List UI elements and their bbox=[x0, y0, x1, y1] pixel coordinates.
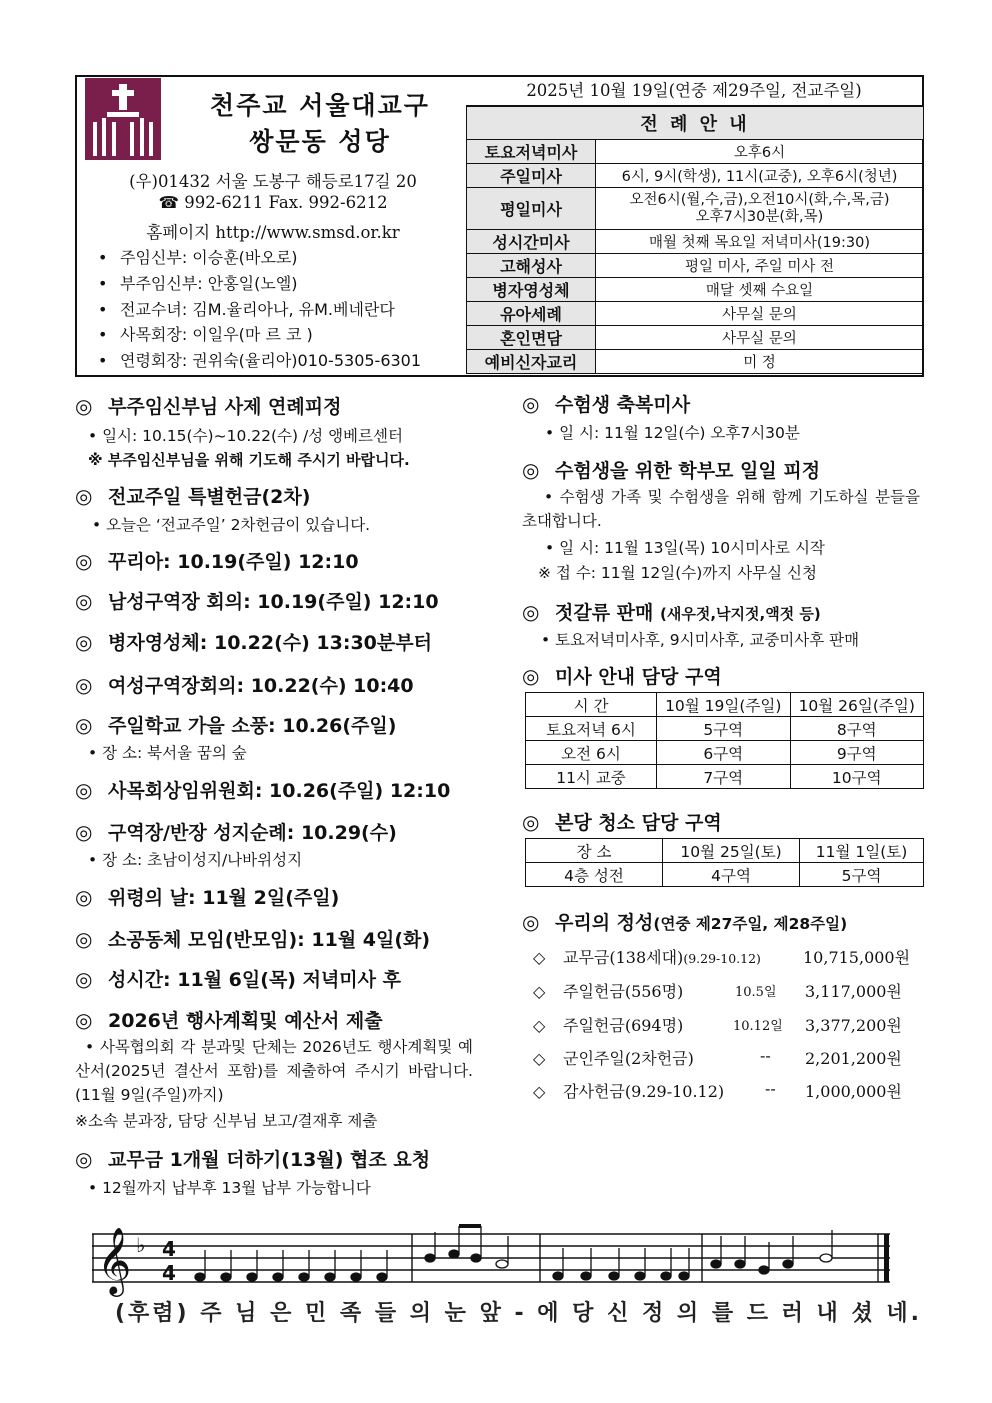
hymn-lyrics: (후렴) 주 님 은 민 족 들 의 눈 앞 - 에 당 신 정 의 를 드 러 내 셨 네. bbox=[115, 1301, 922, 1326]
13th-month-note: • 12월까지 납부후 13월 납부 가능합니다 bbox=[88, 1179, 371, 1197]
table-cell: 5구역 bbox=[800, 863, 924, 887]
section-plan-submission: ◎ 2026년 행사계획및 예산서 제출 bbox=[75, 1008, 383, 1032]
diamond-icon: ◇ bbox=[533, 948, 546, 967]
liturgy-value: 오후6시 bbox=[596, 140, 924, 164]
table-header: 시 간 bbox=[526, 693, 657, 717]
offering-amount: 2,201,200원 bbox=[805, 1049, 902, 1068]
section-mark-icon: ◎ bbox=[522, 664, 540, 688]
liturgy-label: 병자영성체 bbox=[467, 278, 596, 302]
section-standing-committee: ◎ 사목회상임위원회: 10.26(주일) 12:10 bbox=[75, 778, 451, 802]
section-mark-icon: ◎ bbox=[522, 910, 540, 934]
table-cell: 11시 교중 bbox=[526, 765, 657, 789]
staff-assistant: • 부주임신부: 안홍일(노엘) bbox=[98, 274, 298, 293]
table-header: 10월 26일(주일) bbox=[790, 693, 924, 717]
section-mark-icon: ◎ bbox=[522, 392, 540, 416]
liturgy-value: 사무실 문의 bbox=[596, 302, 924, 326]
section-13th-month: ◎ 교무금 1개월 더하기(13월) 협조 요청 bbox=[75, 1147, 431, 1171]
liturgy-label: 성시간미사 bbox=[467, 230, 596, 254]
staff-pastor: • 주임신부: 이승훈(바오로) bbox=[98, 248, 298, 267]
section-holy-hour: ◎ 성시간: 11월 6일(목) 저녁미사 후 bbox=[75, 967, 401, 991]
diamond-icon: ◇ bbox=[533, 1082, 546, 1101]
plan-submission-note: ※소속 분과장, 담당 신부님 보고/결재후 제출 bbox=[75, 1112, 378, 1130]
table-header: 장 소 bbox=[526, 839, 663, 863]
table-cell: 9구역 bbox=[790, 741, 924, 765]
section-mens-meeting: ◎ 남성구역장 회의: 10.19(주일) 12:10 bbox=[75, 589, 439, 613]
liturgy-label: 토요저녁미사 bbox=[467, 140, 596, 164]
liturgy-table bbox=[466, 106, 924, 374]
diamond-icon: ◇ bbox=[533, 1049, 546, 1068]
offering-note: -- bbox=[760, 1046, 771, 1065]
section-mark-icon: ◎ bbox=[522, 810, 540, 834]
section-all-souls: ◎ 위령의 날: 11월 2일(주일) bbox=[75, 885, 340, 909]
section-sick-communion: ◎ 병자영성체: 10.22(수) 13:30분부터 bbox=[75, 630, 432, 654]
section-mark-icon: ◎ bbox=[522, 600, 540, 624]
offering-note: 10.5일 bbox=[735, 985, 777, 1000]
exam-mass-date: • 일 시: 11월 12일(수) 오후7시30분 bbox=[545, 424, 800, 442]
section-mark-icon: ◎ bbox=[75, 630, 93, 654]
section-sunday-school-picnic: ◎ 주일학교 가을 소풍: 10.26(주일) bbox=[75, 713, 397, 737]
liturgy-label: 유아세례 bbox=[467, 302, 596, 326]
section-pilgrimage: ◎ 구역장/반장 성지순례: 10.29(수) bbox=[75, 820, 397, 844]
address: (우)01432 서울 도봉구 해등로17길 20 bbox=[129, 172, 417, 191]
liturgy-label: 예비신자교리 bbox=[467, 350, 596, 374]
liturgy-value: 사무실 문의 bbox=[596, 326, 924, 350]
svg-text:4: 4 bbox=[162, 1261, 176, 1285]
retreat-note: ※ 부주임신부님을 위해 기도해 주시기 바랍니다. bbox=[88, 451, 410, 469]
section-mark-icon: ◎ bbox=[75, 820, 93, 844]
pilgrimage-place: • 장 소: 초남이성지/나바위성지 bbox=[88, 851, 303, 869]
diocese-name: 천주교 서울대교구 bbox=[210, 91, 430, 120]
svg-text:𝄞: 𝄞 bbox=[97, 1226, 132, 1294]
staff-council-president: • 사목회장: 이일우(마 르 코 ) bbox=[98, 325, 313, 344]
section-mark-icon: ◎ bbox=[75, 589, 93, 613]
section-mark-icon: ◎ bbox=[75, 967, 93, 991]
section-mark-icon: ◎ bbox=[75, 549, 93, 573]
parent-retreat-registration: ※ 접 수: 11월 12일(수)까지 사무실 신청 bbox=[538, 564, 817, 582]
staff-funeral-president: • 연령회장: 권위숙(율리아)010-5305-6301 bbox=[98, 351, 422, 370]
svg-text:♭: ♭ bbox=[136, 1233, 146, 1257]
liturgy-label: 평일미사 bbox=[467, 188, 596, 230]
offering-note: 10.12일 bbox=[733, 1019, 783, 1034]
offering-amount: 1,000,000원 bbox=[805, 1082, 902, 1101]
table-header: 11월 1일(토) bbox=[800, 839, 924, 863]
table-cell: 10구역 bbox=[790, 765, 924, 789]
section-mark-icon: ◎ bbox=[75, 394, 93, 418]
liturgy-label: 주일미사 bbox=[467, 164, 596, 188]
table-cell: 6구역 bbox=[657, 741, 791, 765]
liturgy-value: 6시, 9시(학생), 11시(교중), 오후6시(청년) bbox=[596, 164, 924, 188]
parent-retreat-date: • 일 시: 11월 13일(목) 10시미사로 시작 bbox=[545, 539, 825, 557]
parent-retreat-text: • 수험생 가족 및 수험생을 위해 함께 기도하실 분들을 초대합니다. bbox=[522, 488, 920, 530]
table-header: 10월 19일(주일) bbox=[657, 693, 791, 717]
liturgy-value: 매월 첫째 목요일 저녁미사(19:30) bbox=[596, 230, 924, 254]
section-mark-icon: ◎ bbox=[75, 778, 93, 802]
parish-name: 쌍문동 성당 bbox=[249, 127, 391, 156]
table-cell: 4구역 bbox=[663, 863, 800, 887]
section-mark-icon: ◎ bbox=[75, 713, 93, 737]
section-offerings: ◎ 우리의 정성(연중 제27주일, 제28주일) bbox=[522, 910, 848, 934]
church-logo-icon bbox=[85, 78, 161, 160]
table-cell: 7구역 bbox=[657, 765, 791, 789]
offering-amount: 10,715,000원 bbox=[803, 948, 911, 967]
usher-zone-table bbox=[525, 692, 924, 789]
section-mark-icon: ◎ bbox=[75, 673, 93, 697]
section-womens-meeting: ◎ 여성구역장회의: 10.22(수) 10:40 bbox=[75, 673, 414, 697]
section-salted-seafood: ◎ 젓갈류 판매 (새우젓,낙지젓,액젓 등) bbox=[522, 600, 821, 624]
salted-seafood-note: • 토요저녁미사후, 9시미사후, 교중미사후 판매 bbox=[541, 631, 860, 649]
offering-row: ◇ 주일헌금(556명) bbox=[533, 982, 684, 1001]
offering-row: ◇ 군인주일(2차헌금) bbox=[533, 1049, 694, 1068]
liturgy-value: 미 정 bbox=[596, 350, 924, 374]
offering-row: ◇ 교무금(138세대)(9.29-10.12) bbox=[533, 948, 761, 967]
liturgy-label: 고해성사 bbox=[467, 254, 596, 278]
table-cell: 4층 성전 bbox=[526, 863, 663, 887]
section-curia: ◎ 꾸리아: 10.19(주일) 12:10 bbox=[75, 549, 359, 573]
section-mark-icon: ◎ bbox=[75, 885, 93, 909]
diamond-icon: ◇ bbox=[533, 982, 546, 1001]
section-exam-mass: ◎ 수험생 축복미사 bbox=[522, 392, 691, 416]
phone-fax: ☎ 992-6211 Fax. 992-6212 bbox=[158, 193, 388, 212]
liturgy-title: 전 례 안 내 bbox=[467, 107, 924, 140]
liturgy-label: 혼인면담 bbox=[467, 326, 596, 350]
section-small-community: ◎ 소공동체 모임(반모임): 11월 4일(화) bbox=[75, 927, 431, 951]
offering-row: ◇ 감사헌금(9.29-10.12) bbox=[533, 1082, 725, 1101]
section-usher-zones: ◎ 미사 안내 담당 구역 bbox=[522, 664, 722, 688]
offering-amount: 3,377,200원 bbox=[805, 1016, 902, 1035]
section-mark-icon: ◎ bbox=[75, 1008, 93, 1032]
section-mark-icon: ◎ bbox=[522, 458, 540, 482]
plan-submission-text: • 사목협의회 각 분과및 단체는 2026년도 행사계획및 예산서(2025년 결산서 포함)를 제출하여 주시기 바랍니다.(11월 9일(주일)까지) bbox=[75, 1038, 473, 1104]
section-cleaning-zones: ◎ 본당 청소 담당 구역 bbox=[522, 810, 722, 834]
table-cell: 오전 6시 bbox=[526, 741, 657, 765]
retreat-date: • 일시: 10.15(수)~10.22(수) /성 앵베르센터 bbox=[88, 427, 403, 445]
bulletin-date: 2025년 10월 19일(연중 제29주일, 전교주일) bbox=[466, 77, 922, 106]
table-cell: 토요저녁 6시 bbox=[526, 717, 657, 741]
mission-collection-note: • 오늘은 ‘전교주일’ 2차헌금이 있습니다. bbox=[92, 516, 371, 534]
liturgy-value: 오전6시(월,수,금),오전10시(화,수,목,금) 오후7시30분(화,목) bbox=[596, 188, 924, 230]
section-mark-icon: ◎ bbox=[75, 1147, 93, 1171]
offering-row: ◇ 주일헌금(694명) bbox=[533, 1016, 684, 1035]
section-mark-icon: ◎ bbox=[75, 484, 93, 508]
cleaning-zone-table bbox=[525, 838, 924, 887]
section-retreat-title: ◎ 부주임신부님 사제 연례피정 bbox=[75, 394, 342, 418]
offering-note: -- bbox=[765, 1079, 776, 1098]
diamond-icon: ◇ bbox=[533, 1016, 546, 1035]
liturgy-value: 평일 미사, 주일 미사 전 bbox=[596, 254, 924, 278]
staff-sisters: • 전교수녀: 김M.율리아나, 유M.베네란다 bbox=[98, 300, 395, 319]
picnic-place: • 장 소: 북서울 꿈의 숲 bbox=[88, 744, 247, 762]
table-cell: 5구역 bbox=[657, 717, 791, 741]
liturgy-value: 매달 셋째 수요일 bbox=[596, 278, 924, 302]
table-header: 10월 25일(토) bbox=[663, 839, 800, 863]
table-cell: 8구역 bbox=[790, 717, 924, 741]
section-mark-icon: ◎ bbox=[75, 927, 93, 951]
section-parent-retreat: ◎ 수험생을 위한 학부모 일일 피정 bbox=[522, 458, 821, 482]
section-mission-collection: ◎ 전교주일 특별헌금(2차) bbox=[75, 484, 311, 508]
homepage-link[interactable]: 홈페이지 http://www.smsd.or.kr bbox=[146, 223, 400, 242]
svg-text:4: 4 bbox=[162, 1237, 176, 1261]
offering-amount: 3,117,000원 bbox=[805, 982, 902, 1001]
